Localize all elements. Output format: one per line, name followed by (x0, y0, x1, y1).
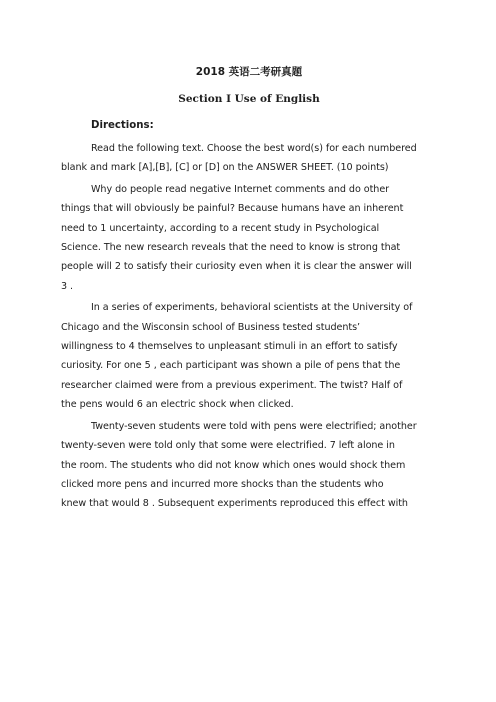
passage-paragraph-2 (61, 298, 437, 414)
paragraph-line: blank and mark [A],[B], [C] or [D] on the ANSWER SHEET. (10 points) (61, 162, 389, 174)
paragraph-line: need to 1 uncertainty, according to a recent study in Psychological (61, 222, 380, 234)
paragraph-line: Science. The new research reveals that the need to know is strong that (61, 242, 401, 254)
paragraph-line: twenty-seven were told only that some were electrified. 7 left alone in (61, 440, 395, 452)
paragraph-line: Why do people read negative Internet comments and do other (91, 183, 390, 195)
directions-label: Directions: (91, 120, 154, 131)
paragraph-line: things that will obviously be painful? Because humans have an inherent (61, 203, 404, 215)
directions-paragraph (61, 139, 437, 178)
paragraph-line: In a series of experiments, behavioral scientists at the University of (91, 302, 413, 314)
paragraph-line: 3 . (61, 280, 74, 292)
section-heading: Section I Use of English (178, 93, 320, 105)
paragraph-line: researcher claimed were from a previous experiment. The twist? Half of (61, 379, 403, 391)
paragraph-line: Read the following text. Choose the best word(s) for each numbered (91, 143, 417, 154)
paragraph-line: the pens would 6 an electric shock when clicked. (61, 399, 294, 411)
paragraph-line: willingness to 4 themselves to unpleasant stimuli in an effort to satisfy (61, 341, 398, 353)
paragraph-line: Twenty-seven students were told with pens were electrified; another (91, 420, 417, 432)
document-content (61, 62, 437, 516)
passage-paragraph-3 (61, 417, 437, 514)
paragraph-line: curiosity. For one 5 , each participant was shown a pile of pens that the (61, 360, 401, 372)
passage-paragraph-1 (61, 180, 437, 296)
paragraph-line: people will 2 to satisfy their curiosity even when it is clear the answer will (61, 261, 412, 273)
paragraph-line: clicked more pens and incurred more shocks than the students who (61, 478, 384, 490)
paragraph-line: Chicago and the Wisconsin school of Business tested students’ (61, 321, 361, 333)
paragraph-line: the room. The students who did not know which ones would shock them (61, 459, 406, 471)
document-title: 2018 英语二考研真题 (195, 66, 303, 78)
paragraph-line: knew that would 8 . Subsequent experiments reproduced this effect with (61, 498, 408, 510)
